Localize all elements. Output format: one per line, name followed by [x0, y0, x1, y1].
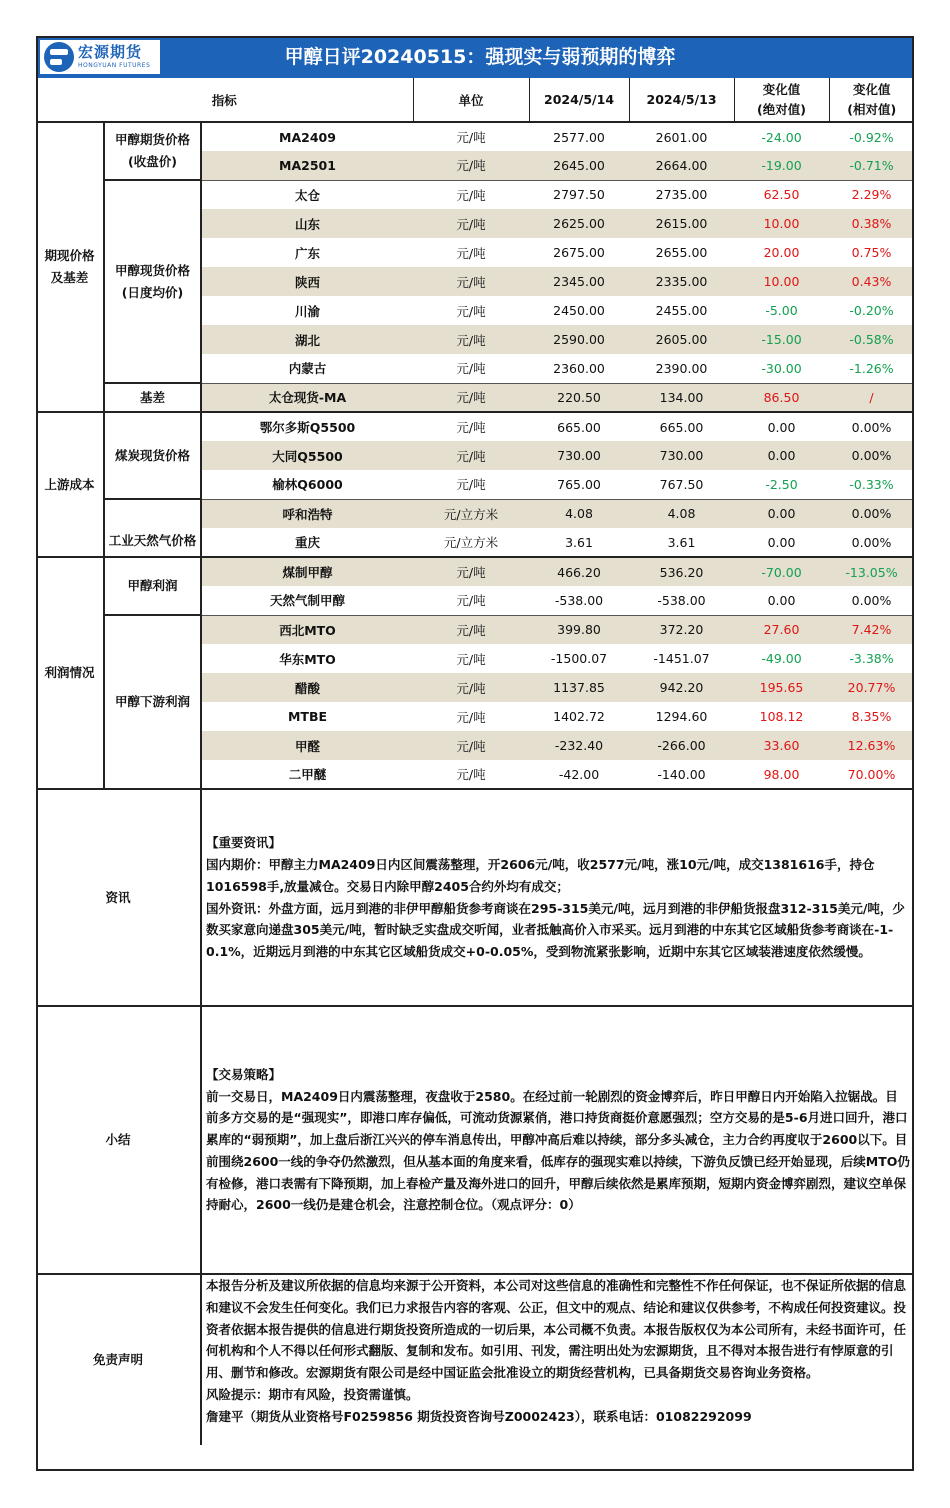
row-abs-change: -70.00	[734, 557, 829, 586]
row-unit: 元/吨	[413, 151, 529, 180]
row-abs-change: -2.50	[734, 470, 829, 499]
summary-section	[36, 1006, 914, 1274]
row-rel-change: 0.75%	[851, 245, 892, 260]
subgroup-label: 甲醇现货价格 (日度均价)	[104, 180, 201, 383]
row-abs-change: -30.00	[734, 354, 829, 383]
report-sheet	[36, 36, 914, 1445]
row-abs-change: 0.00	[734, 441, 829, 470]
row-abs-change: 27.60	[734, 615, 829, 644]
row-rel-change: -0.20%	[849, 303, 894, 318]
row-indicator: 二甲醚	[201, 760, 413, 789]
row-date1-value: 765.00	[529, 470, 629, 499]
table-row	[36, 383, 914, 412]
row-date2-value: -140.00	[629, 760, 734, 789]
row-abs-change: 98.00	[734, 760, 829, 789]
row-unit: 元/立方米	[413, 528, 529, 557]
row-unit: 元/吨	[456, 303, 486, 319]
row-unit: 元/吨	[413, 209, 529, 238]
row-date1-value: 665.00	[557, 419, 601, 435]
row-indicator: 华东MTO	[279, 651, 336, 667]
row-date1-value: 4.08	[529, 499, 629, 528]
row-date1-value: 2797.50	[553, 187, 605, 203]
row-date2-value: 767.50	[629, 470, 734, 499]
row-date1-value: 2360.00	[529, 354, 629, 383]
row-rel-change: 7.42%	[829, 615, 914, 644]
row-indicator: 内蒙古	[201, 354, 413, 383]
row-date2-value: 2615.00	[629, 209, 734, 238]
row-unit: 元/吨	[413, 673, 529, 702]
row-indicator: MTBE	[287, 709, 328, 724]
news-heading: 【重要资讯】	[206, 835, 282, 851]
row-rel-change: 2.29%	[851, 187, 892, 203]
row-unit: 元/吨	[456, 187, 486, 203]
row-indicator: 湖北	[201, 325, 413, 354]
row-date2-value: 2455.00	[655, 303, 708, 318]
subgroup-label: 甲醇利润	[104, 557, 201, 615]
row-date2-value: 536.20	[629, 557, 734, 586]
row-date2-value: 2664.00	[629, 151, 734, 180]
col-date2: 2024/5/13	[629, 78, 734, 122]
table-row	[36, 122, 914, 151]
row-date1-value: 1137.85	[529, 673, 629, 702]
row-indicator: MA2501	[201, 151, 413, 180]
row-indicator: 呼和浩特	[201, 499, 413, 528]
row-abs-change: -49.00	[761, 651, 802, 666]
row-indicator: 陕西	[201, 267, 413, 296]
row-date2-value: 1294.60	[655, 709, 708, 724]
subgroup-label: 甲醇下游利润	[104, 615, 201, 789]
row-date2-value: 134.00	[629, 383, 734, 412]
col-abs-change: 变化值 (绝对值)	[734, 78, 829, 122]
row-date1-value: 3.61	[529, 528, 629, 557]
summary-heading: 【交易策略】	[206, 1066, 282, 1082]
row-unit: 元/吨	[456, 651, 486, 667]
col-date1: 2024/5/14	[529, 78, 629, 122]
row-date2-value: 2735.00	[655, 187, 708, 203]
row-indicator: 重庆	[201, 528, 413, 557]
subgroup-label: 煤炭现货价格	[104, 412, 201, 499]
row-unit: 元/吨	[456, 420, 486, 435]
group-label: 期现价格 及基差	[36, 122, 104, 412]
row-rel-change: /	[829, 383, 914, 412]
row-unit: 元/吨	[413, 354, 529, 383]
row-rel-change: 0.00%	[829, 528, 914, 557]
row-unit: 元/吨	[413, 615, 529, 644]
row-date1-value: 2645.00	[529, 151, 629, 180]
row-date2-value: 665.00	[659, 419, 704, 435]
row-date1-value: 2675.00	[553, 245, 605, 260]
row-rel-change: -0.92%	[849, 129, 894, 145]
row-date2-value: -266.00	[629, 731, 734, 760]
row-indicator: 煤制甲醇	[201, 557, 413, 586]
row-date2-value: 2601.00	[655, 129, 708, 145]
row-rel-change: 70.00%	[829, 760, 914, 789]
row-date2-value: -1451.07	[653, 651, 710, 666]
row-abs-change: 20.00	[763, 245, 800, 260]
row-abs-change: 108.12	[759, 709, 804, 724]
row-indicator: MA2409	[279, 129, 336, 145]
row-unit: 元/吨	[413, 441, 529, 470]
author-line: 詹建平（期货从业资格号F0259856 期货投资咨询号Z0002423），联系电话：01082292099	[206, 1408, 752, 1424]
table-row	[36, 412, 914, 441]
row-rel-change: 0.00%	[829, 499, 914, 528]
row-abs-change: 0.00	[734, 528, 829, 557]
logo-name: 宏源期货	[78, 43, 143, 61]
row-abs-change: 195.65	[734, 673, 829, 702]
row-abs-change: -5.00	[765, 303, 798, 318]
row-date1-value: 730.00	[529, 441, 629, 470]
row-indicator: 太仓	[295, 187, 321, 203]
row-indicator: 天然气制甲醇	[201, 586, 413, 615]
row-abs-change: 0.00	[734, 586, 829, 615]
news-label: 资讯	[36, 790, 201, 1006]
row-rel-change: -3.38%	[849, 651, 894, 666]
summary-body: 前一交易日，MA2409日内震荡整理，夜盘收于2580。在经过前一轮剧烈的资金博弈后，昨日甲醇日内开始陷入拉锯战。目前多方交易的是“强现实”，即港口库存偏低，可流动货源紧俏，港口持货商挺价意愿强烈；空方交易的是5-6月进口回升，港口累库的“弱预期”，加上盘后浙江兴兴的停车消息传出，甲醇冲高后难以持续，部分多头减仓，主力合约再度収于2600以下。目前围绕2600一线的争夺仍然激烈，但从基本面的角度来看，低库存的强现实难以持续，下游负反馈已经开始显现，后续MTO仍有检修，港口表需有下降预期，加上春检产量及海外进口的回升，甲醇后续依然是累库预期，短期内资金博弈剧烈，建议空单保持耐心，2600一线仍是建仓机会，注意控制仓位。（观点评分：0）	[206, 1088, 910, 1213]
row-indicator: 甲醛	[201, 731, 413, 760]
company-logo	[40, 40, 160, 74]
summary-label: 小结	[36, 1006, 201, 1274]
row-date1-value: 399.80	[529, 615, 629, 644]
row-date2-value: 2335.00	[629, 267, 734, 296]
row-date1-value: -1500.07	[550, 651, 608, 666]
row-indicator: 山东	[201, 209, 413, 238]
disclaimer-section	[36, 1274, 914, 1445]
row-unit: 元/吨	[413, 760, 529, 789]
row-rel-change: 0.00%	[829, 441, 914, 470]
row-unit: 元/吨	[413, 731, 529, 760]
row-indicator: 鄂尔多斯Q5500	[259, 420, 356, 435]
row-indicator: 川渝	[295, 303, 321, 319]
row-unit: 元/吨	[413, 557, 529, 586]
row-rel-change: -0.33%	[829, 470, 914, 499]
risk-notice: 风险提示：期市有风险，投资需谨慎。	[206, 1386, 419, 1402]
row-abs-change: -19.00	[734, 151, 829, 180]
row-rel-change: 8.35%	[851, 709, 892, 724]
row-indicator: 大同Q5500	[201, 441, 413, 470]
indicator-table	[36, 78, 914, 790]
col-indicator: 指标	[36, 78, 413, 122]
row-rel-change: 0.00%	[829, 586, 914, 615]
row-rel-change: 0.00%	[851, 419, 892, 435]
row-rel-change: 0.38%	[829, 209, 914, 238]
table-row	[36, 499, 914, 528]
news-domestic: 国内期价：甲醇主力MA2409日内区间震荡整理，开2606元/吨，收2577元/吨，涨10元/吨，成交1381616手，持仓1016598手,放量减仓。交易日内除甲醇2405合约外均有成交；	[206, 856, 875, 894]
table-row	[36, 180, 914, 209]
row-unit: 元/吨	[456, 709, 486, 725]
row-abs-change: 10.00	[734, 267, 829, 296]
disclaimer-body: 本报告分析及建议所依据的信息均来源于公开资料，本公司对这些信息的准确性和完整性不作任何保证，也不保证所依据的信息和建议不会发生任何变化。我们已力求报告内容的客观、公正，但文中的观点、结论和建议仅供参考，不构成任何投资建议。投资者依据本报告提供的信息进行期货投资所造成的一切后果，本公司概不负责。本报告版权仅为本公司所有，未经书面许可，任何机构和个人不得以任何形式翻版、复制和发布。如引用、刊发，需注明出处为宏源期货，且不得对本报告进行有悖原意的引用、删节和修改。宏源期货有限公司是经中国证监会批准设立的期货经营机构，已具备期货交易咨询业务资格。	[206, 1278, 907, 1381]
row-unit: 元/吨	[456, 130, 486, 145]
row-unit: 元/吨	[413, 470, 529, 499]
commentary-table	[36, 790, 914, 1445]
row-date2-value: 372.20	[629, 615, 734, 644]
row-date2-value: 2605.00	[629, 325, 734, 354]
subgroup-label: 工业天然气价格	[104, 499, 201, 557]
row-unit: 元/立方米	[413, 499, 529, 528]
row-unit: 元/吨	[413, 325, 529, 354]
row-date1-value: 466.20	[529, 557, 629, 586]
row-abs-change: -15.00	[734, 325, 829, 354]
report-title: 甲醇日评20240515：强现实与弱预期的博弈	[284, 46, 676, 68]
row-abs-change: 0.00	[767, 419, 796, 435]
row-unit: 元/吨	[413, 267, 529, 296]
row-date1-value: 2345.00	[529, 267, 629, 296]
row-date2-value: 2655.00	[655, 245, 708, 260]
row-abs-change: 86.50	[734, 383, 829, 412]
group-label: 利润情况	[36, 557, 104, 789]
row-date1-value: -42.00	[529, 760, 629, 789]
row-date2-value: 4.08	[629, 499, 734, 528]
table-header-row	[36, 78, 914, 122]
row-indicator: 榆林Q6000	[201, 470, 413, 499]
row-date1-value: 220.50	[529, 383, 629, 412]
row-unit: 元/吨	[456, 245, 486, 261]
row-rel-change: 12.63%	[829, 731, 914, 760]
row-date1-value: -232.40	[529, 731, 629, 760]
subgroup-label: 基差	[104, 383, 201, 412]
row-abs-change: 33.60	[734, 731, 829, 760]
row-date1-value: 1402.72	[553, 709, 605, 724]
row-date1-value: 2577.00	[553, 129, 605, 145]
col-unit: 单位	[413, 78, 529, 122]
row-indicator: 太仓现货-MA	[201, 383, 413, 412]
row-date1-value: 2590.00	[529, 325, 629, 354]
row-date2-value: -538.00	[629, 586, 734, 615]
group-label: 上游成本	[36, 412, 104, 557]
news-foreign: 国外资讯：外盘方面，远月到港的非伊甲醇船货参考商谈在295-315美元/吨，远月到港的非伊船货报盘312-315美元/吨，少数买家意向递盘305美元/吨，暂时缺乏实盘成交听闻，业者抵触高价入市采买。远月到港的中东其它区域船货参考商谈在-1-0.1%，近期远月到港的中东其它区域船货成交+0-0.05%，受到物流紧张影响，近期中东其它区域装港速度依然缓慢。	[206, 900, 905, 960]
row-date2-value: 2390.00	[629, 354, 734, 383]
row-rel-change: 20.77%	[829, 673, 914, 702]
row-abs-change: 10.00	[734, 209, 829, 238]
row-abs-change: -24.00	[761, 129, 802, 145]
row-rel-change: -13.05%	[829, 557, 914, 586]
subgroup-label: 甲醇期货价格 (收盘价)	[104, 122, 201, 180]
table-row	[36, 557, 914, 586]
row-indicator: 广东	[295, 245, 321, 261]
row-abs-change: 62.50	[763, 187, 800, 203]
row-date1-value: 2450.00	[553, 303, 605, 318]
news-section	[36, 790, 914, 1006]
row-abs-change: 0.00	[734, 499, 829, 528]
row-rel-change: -0.71%	[829, 151, 914, 180]
logo-english: HONGYUAN FUTURES	[78, 62, 151, 69]
row-date2-value: 942.20	[629, 673, 734, 702]
disclaimer-label: 免责声明	[36, 1274, 201, 1445]
col-rel-change: 变化值 (相对值)	[829, 78, 914, 122]
table-row	[36, 615, 914, 644]
row-date1-value: -538.00	[529, 586, 629, 615]
row-date2-value: 3.61	[629, 528, 734, 557]
row-indicator: 醋酸	[201, 673, 413, 702]
row-indicator: 西北MTO	[201, 615, 413, 644]
row-date1-value: 2625.00	[529, 209, 629, 238]
row-rel-change: -0.58%	[829, 325, 914, 354]
row-unit: 元/吨	[413, 383, 529, 412]
row-unit: 元/吨	[413, 586, 529, 615]
row-rel-change: 0.43%	[829, 267, 914, 296]
logo-mark-icon	[44, 42, 74, 72]
report-header	[36, 36, 914, 78]
row-date2-value: 730.00	[629, 441, 734, 470]
row-rel-change: -1.26%	[829, 354, 914, 383]
